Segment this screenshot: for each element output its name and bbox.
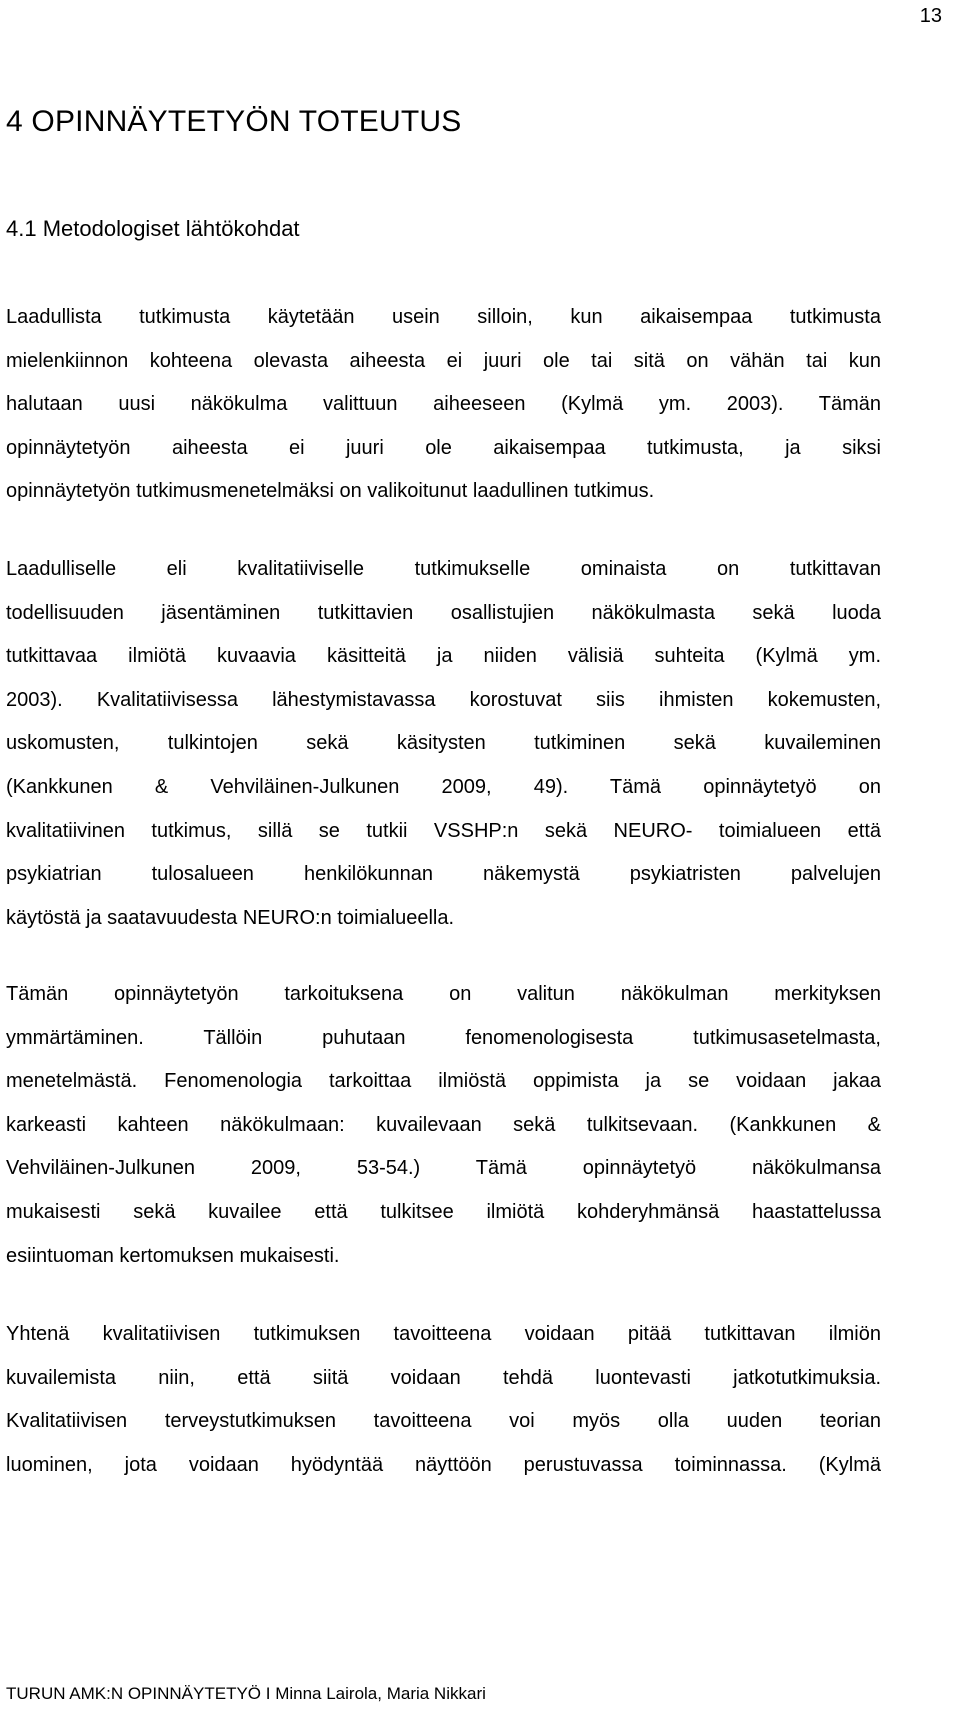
text-line: esiintuoman kertomuksen mukaisesti. [6, 1244, 340, 1267]
text-line: tutkittavaa ilmiötä kuvaavia käsitteitä ja niiden välisiä suhteita (Kylmä ym. [6, 645, 881, 668]
text-line: 2003). Kvalitatiivisessa lähestymistavassa korostuvat siis ihmisten kokemusten, [6, 688, 881, 711]
text-line: Tämän opinnäytetyön tarkoituksena on valitun näkökulman merkityksen [6, 983, 881, 1005]
text-line: opinnäytetyön aiheesta ei juuri ole aikaisempaa tutkimusta, ja siksi [6, 436, 881, 459]
text-line: karkeasti kahteen näkökulmaan: kuvailevaan sekä tulkitsevaan. (Kankkunen & [6, 1113, 881, 1136]
text-line: Vehviläinen-Julkunen 2009, 53-54.) Tämä opinnäytetyö näkökulmansa [6, 1157, 881, 1180]
text-line: todellisuuden jäsentäminen tutkittavien osallistujien näkökulmasta sekä luoda [6, 601, 881, 624]
text-line: luominen, jota voidaan hyödyntää näyttöön perustuvassa toiminnassa. (Kylmä [6, 1453, 881, 1476]
paragraph-3 [6, 973, 881, 1278]
chapter-heading: 4 OPINNÄYTETYÖN TOTEUTUS [6, 105, 462, 138]
text-line: uskomusten, tulkintojen sekä käsitysten tutkiminen sekä kuvaileminen [6, 732, 881, 755]
section-heading: 4.1 Metodologiset lähtökohdat [6, 216, 300, 241]
text-line: Laadullista tutkimusta käytetään usein silloin, kun aikaisempaa tutkimusta [6, 306, 881, 328]
text-line: Yhtenä kvalitatiivisen tutkimuksen tavoitteena voidaan pitää tutkittavan ilmiön [6, 1323, 881, 1345]
page-footer: TURUN AMK:N OPINNÄYTETYÖ I Minna Lairola, Maria Nikkari [6, 1684, 486, 1703]
text-line: psykiatrian tulosalueen henkilökunnan näkemystä psykiatristen palvelujen [6, 863, 881, 886]
paragraph-1 [6, 296, 881, 514]
text-line: Laadulliselle eli kvalitatiiviselle tutkimukselle ominaista on tutkittavan [6, 558, 881, 580]
paragraph-2 [6, 548, 881, 940]
text-line: käytöstä ja saatavuudesta NEURO:n toimialueella. [6, 906, 455, 929]
text-line: menetelmästä. Fenomenologia tarkoittaa ilmiöstä oppimista ja se voidaan jakaa [6, 1070, 881, 1093]
text-line: ymmärtäminen. Tällöin puhutaan fenomenologisesta tutkimusasetelmasta, [6, 1026, 881, 1049]
page-number: 13 [919, 5, 942, 27]
text-line: mukaisesti sekä kuvailee että tulkitsee ilmiötä kohderyhmänsä haastattelussa [6, 1200, 881, 1223]
text-line: halutaan uusi näkökulma valittuun aiheeseen (Kylmä ym. 2003). Tämän [6, 393, 881, 416]
text-line: Kvalitatiivisen terveystutkimuksen tavoitteena voi myös olla uuden teorian [6, 1410, 881, 1433]
paragraph-4 [6, 1313, 881, 1487]
text-line: opinnäytetyön tutkimusmenetelmäksi on valikoitunut laadullinen tutkimus. [6, 480, 655, 503]
text-line: (Kankkunen & Vehviläinen-Julkunen 2009, 49). Tämä opinnäytetyö on [6, 775, 881, 798]
text-line: mielenkiinnon kohteena olevasta aiheesta ei juuri ole tai sitä on vähän tai kun [6, 349, 881, 372]
text-line: kvalitatiivinen tutkimus, sillä se tutkii VSSHP:n sekä NEURO- toimialueen että [6, 819, 881, 842]
text-line: kuvailemista niin, että siitä voidaan tehdä luontevasti jatkotutkimuksia. [6, 1366, 881, 1389]
